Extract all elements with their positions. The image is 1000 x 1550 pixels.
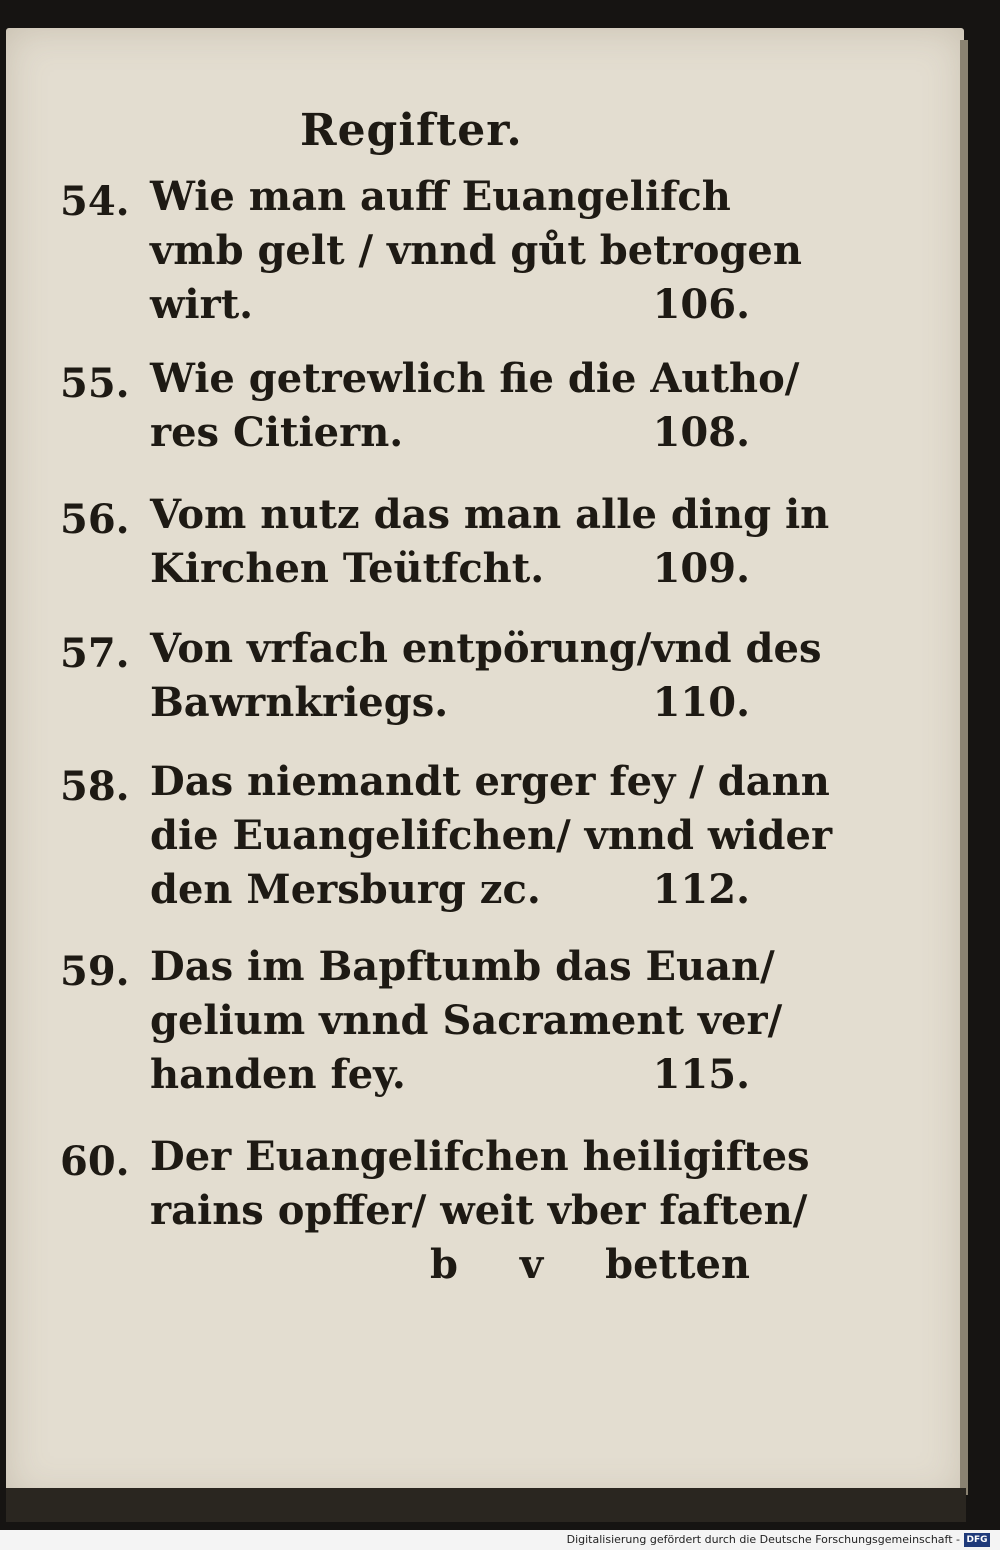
entry-number: 57. <box>60 630 130 677</box>
page-title: Regifter. <box>300 105 523 156</box>
page-reference: 109. <box>652 545 750 592</box>
entry-number: 60. <box>60 1138 130 1185</box>
signature-mark: v <box>519 1241 544 1288</box>
entry-line: vmb gelt / vnnd gůt betrogen <box>150 227 802 274</box>
bottom-edge <box>6 1488 966 1522</box>
page-reference: 108. <box>652 409 750 456</box>
entry-line: Das niemandt erger fey / dann <box>150 758 830 805</box>
entry-number: 59. <box>60 948 130 995</box>
entry-line: Der Euangelifchen heiligiftes <box>150 1133 810 1180</box>
entry-line: Wie man auff Euangelifch <box>150 173 731 220</box>
footer-bar <box>0 1530 1000 1550</box>
entry-line: rains opffer/ weit vber faften/ <box>150 1187 808 1234</box>
page-reference: 115. <box>652 1051 750 1098</box>
signature-mark: b <box>430 1241 458 1288</box>
entry-number: 58. <box>60 763 130 810</box>
entry-line: den Mersburg zc. <box>150 866 541 913</box>
catchline <box>430 1238 750 1292</box>
entry-line: die Euangelifchen/ vnnd wider <box>150 812 833 859</box>
entry-line: Bawrnkriegs. <box>150 679 449 726</box>
page-edge <box>960 40 968 1495</box>
entry-line: gelium vnnd Sacrament ver/ <box>150 997 783 1044</box>
entry-line: handen fey. <box>150 1051 406 1098</box>
entry-number: 56. <box>60 496 130 543</box>
catchword: betten <box>605 1241 750 1288</box>
page-reference: 106. <box>652 281 750 328</box>
entry-line: res Citiern. <box>150 409 404 456</box>
entry-line: Wie getrewlich fie die Autho/ <box>150 355 800 402</box>
entry-number: 54. <box>60 178 130 225</box>
entry-line: Kirchen Teütfcht. <box>150 545 545 592</box>
page-reference: 112. <box>652 866 750 913</box>
entry-line: Von vrfach entpörung/vnd des <box>150 625 822 672</box>
page-reference: 110. <box>652 679 750 726</box>
entry-line: wirt. <box>150 281 254 328</box>
entry-line: Vom nutz das man alle ding in <box>150 491 830 538</box>
dfg-logo-icon: DFG <box>964 1533 990 1547</box>
funding-notice: Digitalisierung gefördert durch die Deutsche Forschungsgemeinschaft - <box>566 1533 960 1546</box>
entry-line: Das im Bapftumb das Euan/ <box>150 943 775 990</box>
entry-number: 55. <box>60 360 130 407</box>
